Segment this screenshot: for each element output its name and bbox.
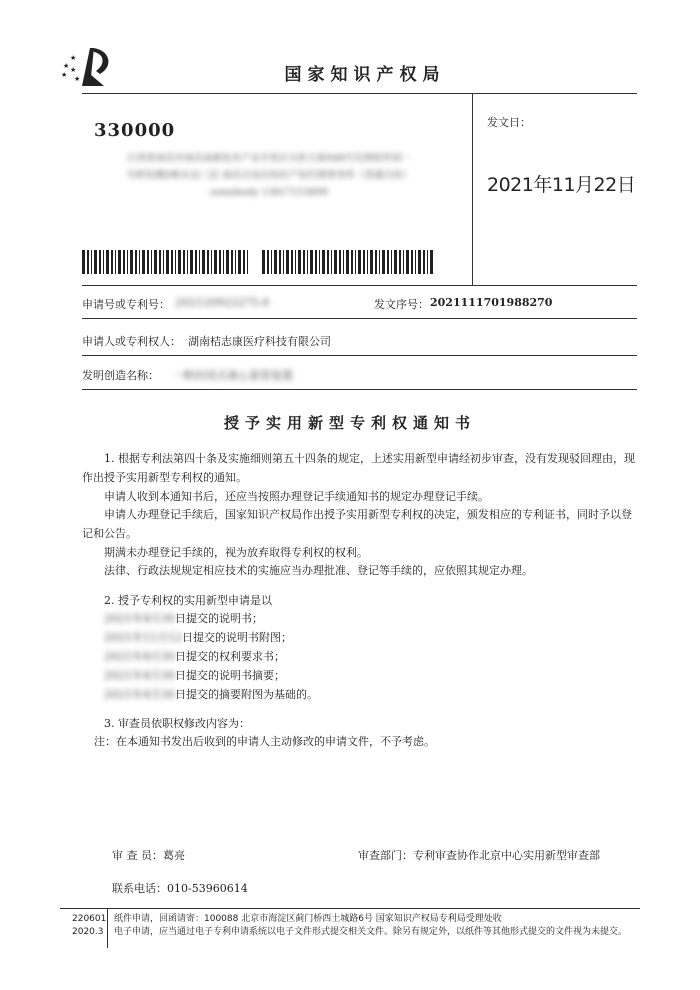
address-line: 号研发楼D栋东边三层 南昌合迅启知识产权代理事务所（普通合伙） xyxy=(125,170,413,181)
barcode-left xyxy=(82,250,252,274)
document-date: 2021年11月12 xyxy=(104,631,182,644)
document-date: 2021年4月30 xyxy=(104,612,175,625)
serial-no-label: 发文序号： xyxy=(374,298,429,311)
invention-value: 一种封闭式离心套管装置 xyxy=(172,369,293,382)
address-line: somebody 13817153899 xyxy=(210,187,328,198)
office-name: 国家知识产权局 xyxy=(284,65,446,85)
footer-divider xyxy=(107,908,108,948)
document-line xyxy=(82,666,640,685)
footer-line-1: 纸件申请，回函请寄：100088 北京市海淀区蓟门桥西土城路6号 国家知识产权局专利局受理处收 xyxy=(114,914,502,924)
row-rule xyxy=(82,355,637,356)
header-top-rule xyxy=(82,93,637,94)
send-date: 2021年11月22日 xyxy=(487,174,636,196)
paragraph-2: 申请人收到本通知书后，还应当按照办理登记手续通知书的规定办理登记手续。 xyxy=(104,490,489,503)
footer-rule xyxy=(60,908,640,909)
paragraph-7: 3. 审查员依职权修改内容为： xyxy=(104,717,250,730)
contact-phone: 联系电话：010-53960614 xyxy=(112,882,248,895)
svg-text:★: ★ xyxy=(61,71,68,79)
paragraph-1: 1. 根据专利法第四十条及实施细则第五十四条的规定，上述实用新型申请经初步审查，没有发现驳回理由，现作出授予实用新型专利权的通知。 xyxy=(82,452,635,484)
header-divider xyxy=(472,93,473,285)
application-no-value: 202120922275.6 xyxy=(175,296,270,309)
barcode-right xyxy=(262,250,437,274)
document-text: 日提交的说明书摘要； xyxy=(175,669,285,682)
document-date: 2021年4月30 xyxy=(104,650,175,663)
notice-title: 授予实用新型专利权通知书 xyxy=(223,414,476,432)
svg-text:★: ★ xyxy=(70,54,77,62)
recipient-address xyxy=(84,150,454,201)
paragraph-3: 申请人办理登记手续后，国家知识产权局作出授予实用新型专利权的决定，颁发相应的专利证书，同时予以登记和公告。 xyxy=(82,508,632,540)
document-text: 日提交的说明书附图； xyxy=(182,631,292,644)
form-version: 2020.3 xyxy=(72,927,104,937)
document-text: 日提交的权利要求书； xyxy=(175,650,285,663)
applicant-label: 申请人或专利权人： xyxy=(82,335,181,348)
paragraph-5: 法律、行政法规规定相应技术的实施应当办理批准、登记等手续的，应依照其规定办理。 xyxy=(104,564,533,577)
svg-text:★: ★ xyxy=(63,62,70,70)
postcode: 330000 xyxy=(94,120,176,141)
document-date: 2021年4月30 xyxy=(104,669,175,682)
address-line: 江西省南昌市南昌高新技术产业开发区火炬大街948号先锋软件园一 xyxy=(126,153,412,164)
document-text: 日提交的说明书； xyxy=(175,612,263,625)
paragraph-6: 2. 授予专利权的实用新型申请是以 xyxy=(104,594,272,607)
send-date-label: 发文日： xyxy=(487,116,531,129)
examining-department: 审查部门：专利审查协作北京中心实用新型审查部 xyxy=(358,849,600,862)
svg-text:★: ★ xyxy=(74,75,81,83)
document-text: 日提交的摘要附图为基础的。 xyxy=(175,688,318,701)
footer-line-2: 电子申请，应当通过电子专利申请系统以电子文件形式提交相关文件。除另有规定外，以纸件等其他形式提交的文件视为未提交。 xyxy=(114,927,628,937)
invention-label: 发明创造名称： xyxy=(82,369,159,382)
form-code: 220601 xyxy=(72,914,107,924)
examiner: 审 查 员：葛亮 xyxy=(112,849,185,862)
application-no-label: 申请号或专利号： xyxy=(82,298,170,311)
document-line xyxy=(82,609,640,628)
document-line xyxy=(82,628,640,647)
document-line xyxy=(82,647,640,666)
applicant-value: 湖南桔志康医疗科技有限公司 xyxy=(188,335,331,348)
header-bottom-rule xyxy=(82,285,637,286)
row-rule xyxy=(82,389,637,390)
serial-no-value: 2021111701988270 xyxy=(430,296,553,309)
paragraph-4: 期满未办理登记手续的，视为放弃取得专利权的权利。 xyxy=(104,546,368,559)
document-date: 2021年4月30 xyxy=(104,688,175,701)
document-line xyxy=(82,685,640,704)
svg-text:★: ★ xyxy=(70,66,77,74)
row-rule xyxy=(82,318,637,319)
note: 注：在本通知书发出后收到的申请人主动修改的申请文件，不予考虑。 xyxy=(94,735,435,748)
